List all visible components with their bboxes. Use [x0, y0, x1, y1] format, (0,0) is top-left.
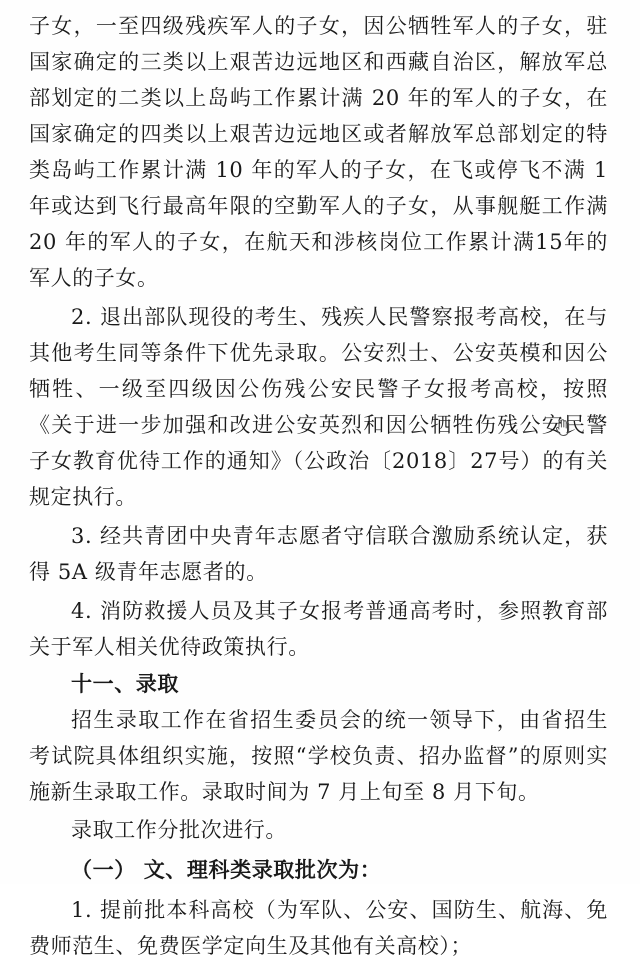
paragraph-military-children: 子女，一至四级残疾军人的子女，因公牺牲军人的子女，驻国家确定的三类以上艰苦边远地区和西藏自治区，解放军总部划定的二类以上岛屿工作累计满 20 年的军人的子女，在国家确定的四类以上艰苦边远地区或者解放军总部划定的特类岛屿工作累计满 10 年的军人的子女，在飞或停飞不满 1 年或达到飞行最高年限的空勤军人的子女，从事舰艇工作满 20 年的军人的子女，在航天和涉核岗位工作累计满15年的军人的子女。 — [29, 14, 608, 290]
section-heading-admission: 十一、录取 — [71, 671, 179, 696]
paragraph-retired-soldiers: 2. 退出部队现役的考生、残疾人民警察报考高校，在与其他考生同等条件下优先录取。公安烈士、公安英模和因公牺牲、一级至四级因公伤残公安民警子女报考高校，按照《关于进一步加强和改进公安英烈和因公牺牲伤残公安民警子女教育优待工作的通知》（公政治〔2018〕27号）的有关规定执行。 — [29, 305, 608, 509]
hand-icon — [553, 413, 573, 433]
paragraph-fire-rescue: 4. 消防救援人员及其子女报考普通高考时，参照教育部关于军人相关优待政策执行。 — [29, 599, 608, 659]
paragraph-early-batch: 1. 提前批本科高校（为军队、公安、国防生、航海、免费师范生、免费医学定向生及其他有关高校）； — [29, 898, 608, 958]
paragraph-batches: 录取工作分批次进行。 — [71, 818, 287, 842]
paragraph-admission-work: 招生录取工作在省招生委员会的统一领导下，由省招生考试院具体组织实施，按照“学校负责、招办监督”的原则实施新生录取工作。录取时间为 7 月上旬至 8 月下旬。 — [29, 708, 608, 804]
sub-heading-batches: （一） 文、理科类录取批次为： — [71, 857, 382, 882]
paragraph-volunteers: 3. 经共青团中央青年志愿者守信联合激励系统认定，获得 5A 级青年志愿者的。 — [29, 524, 608, 584]
